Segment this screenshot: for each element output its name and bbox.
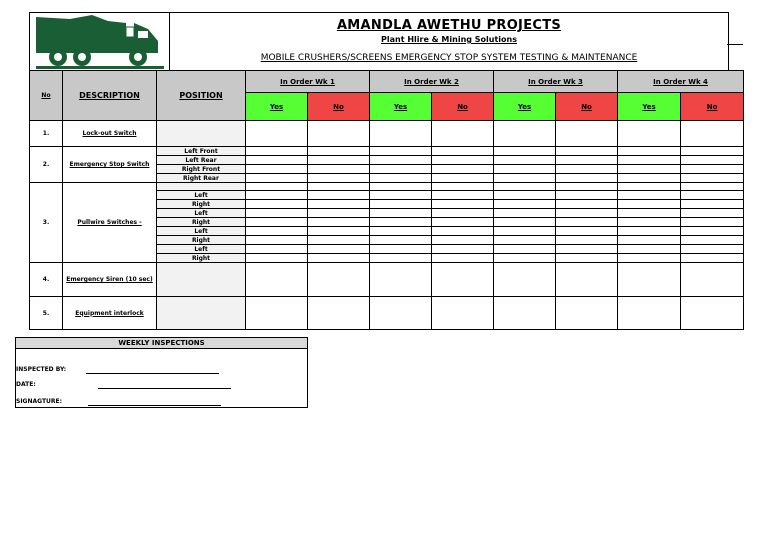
check-cell[interactable] xyxy=(556,165,618,174)
check-cell[interactable] xyxy=(370,236,432,245)
document-header xyxy=(29,12,729,71)
table-row xyxy=(30,263,744,297)
check-cell[interactable] xyxy=(370,297,432,330)
check-cell[interactable] xyxy=(246,254,308,263)
check-cell[interactable] xyxy=(308,254,370,263)
check-cell[interactable] xyxy=(246,263,308,297)
check-cell[interactable] xyxy=(556,209,618,218)
check-cell[interactable] xyxy=(246,121,308,147)
check-cell[interactable] xyxy=(246,245,308,254)
check-cell[interactable] xyxy=(432,263,494,297)
check-cell[interactable] xyxy=(370,254,432,263)
check-cell[interactable] xyxy=(308,174,370,183)
check-cell[interactable] xyxy=(308,121,370,147)
check-cell[interactable] xyxy=(494,183,556,191)
check-cell[interactable] xyxy=(308,218,370,227)
check-cell[interactable] xyxy=(556,227,618,236)
check-cell[interactable] xyxy=(681,183,744,191)
position-label: Right Front xyxy=(157,165,246,174)
check-cell[interactable] xyxy=(308,236,370,245)
check-cell[interactable] xyxy=(370,200,432,209)
check-cell[interactable] xyxy=(432,245,494,254)
check-cell[interactable] xyxy=(432,236,494,245)
check-cell[interactable] xyxy=(494,156,556,165)
check-cell[interactable] xyxy=(618,297,681,330)
inspected-by-label: INSPECTED BY: xyxy=(16,366,67,373)
check-cell[interactable] xyxy=(432,227,494,236)
position-label: Right xyxy=(157,236,246,245)
table-row xyxy=(30,121,744,147)
check-cell[interactable] xyxy=(556,218,618,227)
check-cell[interactable] xyxy=(432,156,494,165)
yes-header: Yes xyxy=(246,93,308,121)
check-cell[interactable] xyxy=(370,245,432,254)
table-row xyxy=(30,147,744,156)
dump-truck-icon xyxy=(30,13,170,70)
check-cell[interactable] xyxy=(681,245,744,254)
check-cell[interactable] xyxy=(494,218,556,227)
row-number: 4. xyxy=(30,263,63,297)
check-cell[interactable] xyxy=(308,191,370,200)
check-cell[interactable] xyxy=(494,263,556,297)
check-cell[interactable] xyxy=(494,227,556,236)
check-cell[interactable] xyxy=(618,218,681,227)
check-cell[interactable] xyxy=(432,209,494,218)
position-cell xyxy=(157,263,246,297)
inspection-table xyxy=(29,70,744,330)
check-cell[interactable] xyxy=(308,209,370,218)
check-cell[interactable] xyxy=(432,297,494,330)
check-cell[interactable] xyxy=(246,218,308,227)
position-label: Left xyxy=(157,191,246,200)
check-cell[interactable] xyxy=(556,297,618,330)
check-cell[interactable] xyxy=(681,218,744,227)
row-number: 3. xyxy=(30,183,63,263)
check-cell[interactable] xyxy=(370,218,432,227)
check-cell[interactable] xyxy=(370,174,432,183)
check-cell[interactable] xyxy=(370,121,432,147)
check-cell[interactable] xyxy=(681,236,744,245)
check-cell[interactable] xyxy=(618,227,681,236)
check-cell[interactable] xyxy=(556,156,618,165)
position-label: Left Front xyxy=(157,147,246,156)
row-description: Pullwire Switches - xyxy=(63,183,157,263)
check-cell[interactable] xyxy=(618,147,681,156)
check-cell[interactable] xyxy=(681,200,744,209)
check-cell[interactable] xyxy=(681,263,744,297)
check-cell[interactable] xyxy=(370,147,432,156)
date-field[interactable] xyxy=(98,388,231,389)
check-cell[interactable] xyxy=(308,147,370,156)
document-subtitle: MOBILE CRUSHERS/SCREENS EMERGENCY STOP SYSTEM TESTING & MAINTENANCE xyxy=(260,53,638,63)
header-no: No xyxy=(30,71,63,121)
check-cell[interactable] xyxy=(681,121,744,147)
signature-field[interactable] xyxy=(88,405,221,406)
check-cell[interactable] xyxy=(494,209,556,218)
check-cell[interactable] xyxy=(308,165,370,174)
check-cell[interactable] xyxy=(308,227,370,236)
check-cell[interactable] xyxy=(432,218,494,227)
check-cell[interactable] xyxy=(618,245,681,254)
check-cell[interactable] xyxy=(370,191,432,200)
weekly-inspections-box xyxy=(15,337,308,408)
check-cell[interactable] xyxy=(432,147,494,156)
check-cell[interactable] xyxy=(246,236,308,245)
position-label: Left Rear xyxy=(157,156,246,165)
check-cell[interactable] xyxy=(494,191,556,200)
check-cell[interactable] xyxy=(246,147,308,156)
check-cell[interactable] xyxy=(370,227,432,236)
check-cell[interactable] xyxy=(246,165,308,174)
check-cell[interactable] xyxy=(556,254,618,263)
check-cell[interactable] xyxy=(494,121,556,147)
header-description: DESCRIPTION xyxy=(63,71,157,121)
table-row xyxy=(30,297,744,330)
check-cell[interactable] xyxy=(556,200,618,209)
position-label: Right xyxy=(157,254,246,263)
check-cell[interactable] xyxy=(246,156,308,165)
yes-header: Yes xyxy=(494,93,556,121)
check-cell[interactable] xyxy=(556,191,618,200)
position-label: Left xyxy=(157,227,246,236)
check-cell[interactable] xyxy=(618,156,681,165)
company-name: AMANDLA AWETHU PROJECTS xyxy=(336,18,562,33)
check-cell[interactable] xyxy=(432,191,494,200)
check-cell[interactable] xyxy=(308,200,370,209)
company-tagline: Plant Hlire & Mining Solutions xyxy=(381,35,517,44)
position-cell xyxy=(157,121,246,147)
row-number: 2. xyxy=(30,147,63,183)
row-number: 1. xyxy=(30,121,63,147)
no-header: No xyxy=(432,93,494,121)
row-number: 5. xyxy=(30,297,63,330)
check-cell[interactable] xyxy=(308,263,370,297)
check-cell[interactable] xyxy=(494,147,556,156)
header-week-4: In Order Wk 4 xyxy=(618,71,744,93)
check-cell[interactable] xyxy=(432,200,494,209)
position-label: Right Rear xyxy=(157,174,246,183)
check-cell[interactable] xyxy=(681,227,744,236)
check-cell[interactable] xyxy=(618,174,681,183)
check-cell[interactable] xyxy=(618,200,681,209)
yes-header: Yes xyxy=(618,93,681,121)
check-cell[interactable] xyxy=(556,147,618,156)
check-cell[interactable] xyxy=(618,165,681,174)
check-cell[interactable] xyxy=(494,297,556,330)
check-cell[interactable] xyxy=(246,227,308,236)
no-header: No xyxy=(308,93,370,121)
check-cell[interactable] xyxy=(618,254,681,263)
check-cell[interactable] xyxy=(494,254,556,263)
check-cell[interactable] xyxy=(308,156,370,165)
check-cell[interactable] xyxy=(432,165,494,174)
check-cell[interactable] xyxy=(370,209,432,218)
position-cell xyxy=(157,297,246,330)
weekly-inspections-title: WEEKLY INSPECTIONS xyxy=(16,338,307,349)
check-cell[interactable] xyxy=(618,209,681,218)
check-cell[interactable] xyxy=(370,156,432,165)
check-cell[interactable] xyxy=(246,183,308,191)
check-cell[interactable] xyxy=(618,121,681,147)
position-label: Right xyxy=(157,200,246,209)
position-label: Left xyxy=(157,209,246,218)
check-cell[interactable] xyxy=(556,183,618,191)
row-description: Emergency Stop Switch xyxy=(63,147,157,183)
row-description: Emergency Siren (10 sec) xyxy=(63,263,157,297)
position-label: Right xyxy=(157,218,246,227)
check-cell[interactable] xyxy=(681,209,744,218)
header-week-2: In Order Wk 2 xyxy=(370,71,494,93)
check-cell[interactable] xyxy=(308,245,370,254)
check-cell[interactable] xyxy=(494,200,556,209)
check-cell[interactable] xyxy=(618,183,681,191)
header-week-3: In Order Wk 3 xyxy=(494,71,618,93)
check-cell[interactable] xyxy=(308,183,370,191)
check-cell[interactable] xyxy=(556,263,618,297)
check-cell[interactable] xyxy=(246,200,308,209)
check-cell[interactable] xyxy=(681,174,744,183)
header-week-1: In Order Wk 1 xyxy=(246,71,370,93)
row-description: Equipment interlock xyxy=(63,297,157,330)
date-label: DATE: xyxy=(16,381,36,388)
check-cell[interactable] xyxy=(246,297,308,330)
check-cell[interactable] xyxy=(494,245,556,254)
title-block xyxy=(170,13,728,70)
check-cell[interactable] xyxy=(432,174,494,183)
check-cell[interactable] xyxy=(681,297,744,330)
check-cell[interactable] xyxy=(681,254,744,263)
check-cell[interactable] xyxy=(556,121,618,147)
check-cell[interactable] xyxy=(556,236,618,245)
position-cell xyxy=(157,183,246,191)
check-cell[interactable] xyxy=(246,209,308,218)
yes-header: Yes xyxy=(370,93,432,121)
no-header: No xyxy=(681,93,744,121)
check-cell[interactable] xyxy=(246,191,308,200)
check-cell[interactable] xyxy=(494,174,556,183)
check-cell[interactable] xyxy=(556,174,618,183)
inspected-by-field[interactable] xyxy=(86,373,219,374)
check-cell[interactable] xyxy=(618,191,681,200)
check-cell[interactable] xyxy=(681,156,744,165)
check-cell[interactable] xyxy=(618,236,681,245)
check-cell[interactable] xyxy=(494,236,556,245)
check-cell[interactable] xyxy=(618,263,681,297)
check-cell[interactable] xyxy=(246,174,308,183)
header-divider xyxy=(727,44,743,45)
check-cell[interactable] xyxy=(494,165,556,174)
check-cell[interactable] xyxy=(432,254,494,263)
check-cell[interactable] xyxy=(370,165,432,174)
header-position: POSITION xyxy=(157,71,246,121)
check-cell[interactable] xyxy=(432,183,494,191)
check-cell[interactable] xyxy=(681,147,744,156)
check-cell[interactable] xyxy=(681,191,744,200)
table-row xyxy=(30,183,744,191)
check-cell[interactable] xyxy=(370,263,432,297)
row-description: Lock-out Switch xyxy=(63,121,157,147)
position-label: Left xyxy=(157,245,246,254)
no-header: No xyxy=(556,93,618,121)
signature-label: SIGNAGTURE: xyxy=(16,398,63,405)
check-cell[interactable] xyxy=(308,297,370,330)
check-cell[interactable] xyxy=(432,121,494,147)
check-cell[interactable] xyxy=(370,183,432,191)
check-cell[interactable] xyxy=(681,165,744,174)
check-cell[interactable] xyxy=(556,245,618,254)
